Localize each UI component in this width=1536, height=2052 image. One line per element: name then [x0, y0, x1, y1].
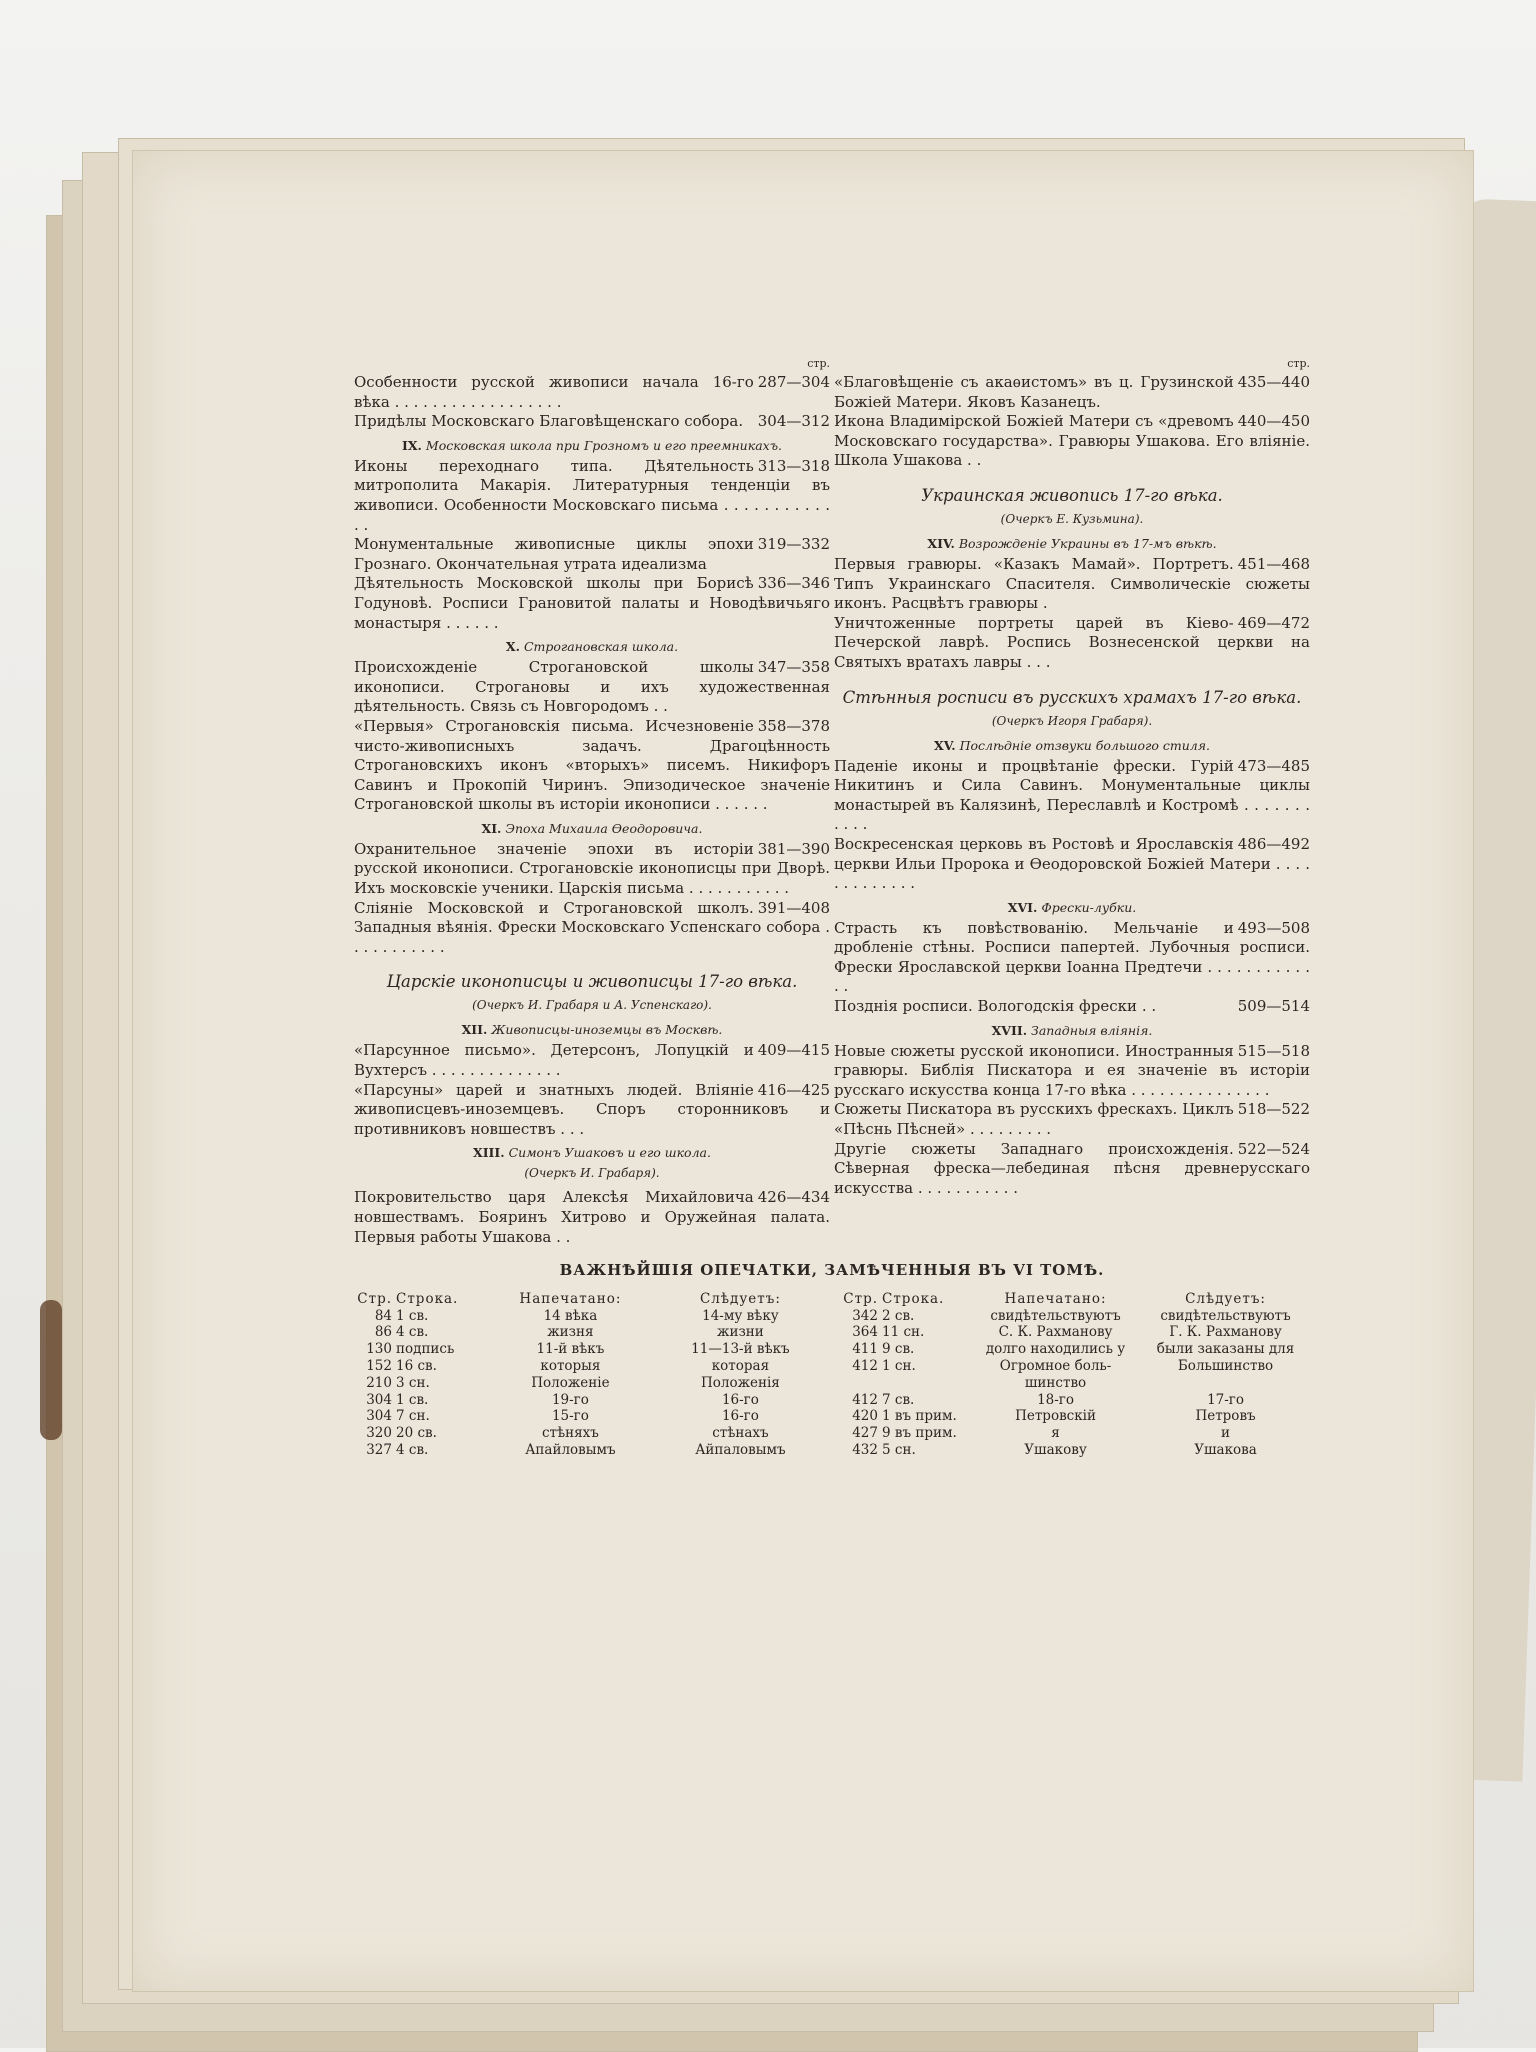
- errata-page: 152: [366, 1357, 392, 1374]
- errata-line: 2 св.: [882, 1307, 915, 1324]
- errata-correct: Ушакова: [1194, 1441, 1257, 1458]
- toc-left-column: [354, 357, 830, 1247]
- errata-printed: 14 вѣка: [543, 1307, 598, 1324]
- page-range: 473—485: [1237, 756, 1310, 775]
- errata-row: [840, 1375, 1310, 1392]
- errata-line: 1 въ прим.: [882, 1408, 957, 1425]
- section-heading: Стѣнныя росписи въ русскихъ храмахъ 17-го вѣка.: [842, 687, 1302, 707]
- page-range: 391—408: [757, 898, 830, 917]
- entry-text: Дѣятельность Московской школы при Борисѣ Годуновѣ. Росписи Грановитой палаты и Новодѣвичьяго монастыря . . . . . .: [354, 574, 830, 632]
- toc-entry: [834, 614, 1310, 673]
- errata-tables: [354, 1291, 1310, 1459]
- errata-line: 4 св.: [396, 1441, 429, 1458]
- errata-printed: 15-го: [551, 1408, 589, 1425]
- entry-text: Покровительство царя Алексѣя Михайловича новшествамъ. Бояринъ Хитрово и Оружейная палата. Первыя работы Ушакова . .: [354, 1188, 830, 1246]
- chapter-heading: [354, 1020, 830, 1039]
- chapter-number: X.: [505, 639, 520, 655]
- page-range: 416—425: [757, 1080, 830, 1099]
- errata-line: 9 св.: [882, 1341, 915, 1358]
- errata-line: 4 св.: [396, 1324, 429, 1341]
- chapter-title: Строгановская школа.: [523, 639, 679, 655]
- left-entries: [354, 373, 830, 1247]
- errata-printed: 11-й вѣкъ: [536, 1341, 605, 1358]
- errata-printed: Петровскій: [1015, 1408, 1096, 1425]
- entry-text: Особенности русской живописи начала 16-го вѣка . . . . . . . . . . . . . . . . . .: [354, 373, 754, 411]
- section-heading: Царскіе иконописцы и живописцы 17-го вѣка.: [386, 972, 798, 992]
- errata-page: 84: [374, 1307, 392, 1324]
- errata-header-page: Стр.: [843, 1290, 878, 1307]
- errata-line: 5 сн.: [882, 1441, 916, 1458]
- errata-correct: Петровъ: [1195, 1408, 1256, 1425]
- page-column-label: стр.: [1287, 357, 1310, 370]
- errata-page: 420: [852, 1408, 878, 1425]
- errata-table-left: [354, 1291, 824, 1459]
- entry-text: «Парсуны» царей и знатныхъ людей. Вліяніе живописцевъ-иноземцевъ. Споръ сторонниковъ и противниковъ новшествъ . . .: [354, 1080, 830, 1138]
- toc-entry: [834, 919, 1310, 997]
- chapter-heading: [354, 819, 830, 838]
- page-range: 451—468: [1237, 554, 1310, 573]
- entry-text: Придѣлы Московскаго Благовѣщенскаго собора.: [354, 412, 744, 431]
- chapter-title: Послѣдніе отзвуки большого стиля.: [959, 737, 1210, 753]
- entry-text: Иконы переходнаго типа. Дѣятельность митрополита Макарія. Литературныя тенденціи въ живописи. Особенности Московскаго письма . . . . . . . . . . . . .: [354, 456, 830, 534]
- entry-text: Новые сюжеты русской иконописи. Иностранныя гравюры. Библія Пискатора и ея значеніе въ исторіи русскаго искусства конца 17-го вѣка . . . . . . . . . . . . . . .: [834, 1041, 1310, 1099]
- errata-title: ВАЖНѢЙШІЯ ОПЕЧАТКИ, ЗАМѢЧЕННЫЯ ВЪ VI ТОМѢ.: [559, 1261, 1105, 1280]
- errata-row: [840, 1442, 1310, 1459]
- toc-entry: [834, 1042, 1310, 1101]
- entry-text: Первыя гравюры. «Казакъ Мамай». Портретъ. Типъ Украинскаго Спасителя. Символическіе сюжеты иконъ. Расцвѣтъ гравюры .: [834, 554, 1310, 613]
- entry-text: Паденіе иконы и процвѣтаніе фрески. Гурій Никитинъ и Сила Савинъ. Монументальные циклы монастырей въ Калязинѣ, Переславлѣ и Костромѣ . . . . . . . . . . .: [834, 756, 1310, 834]
- entry-text: «Первыя» Строгановскія письма. Исчезновеніе чисто-живописныхъ задачъ. Драгоцѣнность Строгановскихъ иконъ «вторыхъ» писемъ. Никифоръ Савинъ и Прокопій Чиринъ. Эпизодическое значеніе Строгановской школы въ исторіи иконописи . . . . . .: [354, 716, 830, 814]
- errata-printed: Ушакову: [1024, 1441, 1087, 1458]
- errata-printed: долго находились у: [985, 1341, 1126, 1358]
- errata-line: 7 сн.: [396, 1408, 430, 1425]
- toc-entry: [834, 997, 1310, 1017]
- page-range: 440—450: [1237, 412, 1310, 431]
- errata-row: [840, 1425, 1310, 1442]
- errata-printed: жизня: [547, 1324, 594, 1341]
- toc-entry: [834, 1100, 1310, 1139]
- errata-page: 412: [852, 1391, 878, 1408]
- entry-text: «Парсунное письмо». Детерсонъ, Лопуцкій и Вухтерсъ . . . . . . . . . . . . . .: [354, 1041, 754, 1080]
- errata-line: 11 сн.: [882, 1324, 925, 1341]
- page-range: 426—434: [757, 1188, 830, 1207]
- toc-entry: [834, 555, 1310, 614]
- errata-correct: 16-го: [721, 1391, 759, 1408]
- chapter-title: Московская школа при Грозномъ и его преемникахъ.: [425, 437, 782, 453]
- errata-row: [354, 1324, 824, 1341]
- errata-line: 9 въ прим.: [882, 1425, 957, 1442]
- page-range: 409—415: [757, 1041, 830, 1060]
- errata-printed: которыя: [540, 1357, 601, 1374]
- entry-text: Страсть къ повѣствованію. Мельчаніе и дробленіе стѣны. Росписи папертей. Лубочныя росписи. Фрески Ярославской церкви Іоанна Предтечи . . . . . . . . . . . . .: [834, 918, 1310, 996]
- errata-header-printed: Напечатано:: [519, 1290, 622, 1307]
- errata-line: [880, 1375, 970, 1392]
- errata-printed: С. К. Рахманову: [998, 1324, 1113, 1341]
- errata-row: [840, 1341, 1310, 1358]
- chapter-heading: [354, 637, 830, 656]
- chapter-heading: [834, 898, 1310, 917]
- page-range: 358—378: [757, 716, 830, 735]
- errata-printed: Положеніе: [531, 1374, 610, 1391]
- chapter-heading: [354, 1143, 830, 1162]
- errata-printed: я: [1051, 1425, 1060, 1442]
- errata-page: 86: [374, 1324, 392, 1341]
- errata-row: [354, 1308, 824, 1325]
- table-of-contents: [354, 357, 1310, 1459]
- errata-row: [354, 1408, 824, 1425]
- page-range: 287—304: [757, 373, 830, 391]
- errata-header-page: Стр.: [357, 1290, 392, 1307]
- errata-correct: Г. К. Рахманову: [1169, 1324, 1282, 1341]
- essay-author: (Очеркъ Игоря Грабаря).: [991, 713, 1153, 728]
- chapter-number: XIV.: [927, 535, 955, 551]
- toc-entry: [354, 412, 830, 432]
- errata-line: 20 св.: [396, 1425, 437, 1442]
- errata-page: 411: [852, 1341, 878, 1358]
- essay-author: (Очеркъ И. Грабаря и А. Успенскаго).: [472, 998, 712, 1013]
- errata-printed: Апайловымъ: [525, 1441, 616, 1458]
- errata-correct: Айпаловымъ: [695, 1441, 786, 1458]
- toc-entry: [354, 899, 830, 958]
- errata-correct: Большинство: [1177, 1357, 1274, 1374]
- chapter-heading: [834, 736, 1310, 755]
- toc-entry: [354, 373, 830, 412]
- toc-entry: [354, 574, 830, 633]
- entry-text: Сліяніе Московской и Строгановской школъ. Западныя вѣянія. Фрески Московскаго Успенскаго собора . . . . . . . . . . .: [354, 898, 830, 956]
- toc-entry: [354, 717, 830, 815]
- chapter-number: XI.: [481, 820, 502, 836]
- entry-text: Уничтоженные портреты царей въ Кіево-Печерской лаврѣ. Роспись Вознесенской церкви на Святыхъ вратахъ лавры . . .: [834, 613, 1310, 671]
- entry-text: Другіе сюжеты Западнаго происхожденія. Сѣверная фреска—лебединая пѣсня древнерусскаго искусства . . . . . . . . . . .: [834, 1139, 1310, 1197]
- page-range: 469—472: [1237, 613, 1310, 632]
- errata-page: 210: [366, 1374, 392, 1391]
- chapter-heading: [834, 534, 1310, 553]
- page-range: 518—522: [1237, 1100, 1310, 1119]
- chapter-number: XV.: [934, 737, 956, 753]
- toc-entry: [354, 457, 830, 535]
- page-column-label: стр.: [807, 357, 830, 370]
- errata-line: 7 св.: [882, 1391, 915, 1408]
- errata-row: [354, 1392, 824, 1409]
- errata-row: [354, 1358, 824, 1375]
- page-range: 347—358: [757, 658, 830, 677]
- errata-correct: 14-му вѣку: [702, 1307, 779, 1324]
- toc-entry: [354, 535, 830, 574]
- errata-page: 342: [852, 1307, 878, 1324]
- errata-header-correct: Слѣдуетъ:: [699, 1290, 781, 1307]
- errata-correct: свидѣтельствуютъ: [1160, 1307, 1291, 1324]
- chapter-number: XII.: [461, 1022, 488, 1038]
- errata-row: [354, 1442, 824, 1459]
- toc-right-column: [834, 357, 1310, 1247]
- toc-entry: [354, 658, 830, 717]
- essay-author: (Очеркъ Е. Кузьмина).: [1000, 511, 1144, 526]
- chapter-title: Западныя вліянія.: [1031, 1022, 1153, 1038]
- section-heading: Украинская живопись 17-го вѣка.: [921, 485, 1223, 505]
- errata-printed: 18-го: [1037, 1391, 1075, 1408]
- page-range: 486—492: [1237, 834, 1310, 853]
- toc-entry: [354, 1081, 830, 1140]
- errata-table-right: [840, 1291, 1310, 1459]
- page-range: 522—524: [1237, 1139, 1310, 1158]
- chapter-title: Возрожденіе Украины въ 17-мъ вѣкѣ.: [958, 535, 1217, 551]
- errata-page: 427: [852, 1425, 878, 1442]
- errata-header-line: Строка.: [882, 1290, 945, 1307]
- errata-row: [840, 1308, 1310, 1325]
- stain-mark: [40, 1300, 62, 1440]
- page-range: 509—514: [1237, 997, 1310, 1016]
- page-range: 313—318: [757, 456, 830, 475]
- errata-line: 16 св.: [396, 1357, 437, 1374]
- page-range: 304—312: [757, 412, 830, 431]
- chapter-heading: [834, 1021, 1310, 1040]
- entry-text: Охранительное значеніе эпохи въ исторіи русской иконописи. Строгановскіе иконописцы при Дворѣ. Ихъ московскіе ученики. Царскія письма . . . . . . . . . . .: [354, 839, 830, 898]
- errata-correct: стѣнахъ: [712, 1425, 769, 1442]
- page-range: 515—518: [1237, 1041, 1310, 1060]
- errata-header-printed: Напечатано:: [1004, 1290, 1107, 1307]
- chapter-number: IX.: [402, 437, 422, 453]
- errata-line: подпись: [396, 1341, 455, 1358]
- errata-correct: жизни: [717, 1324, 764, 1341]
- errata-printed: шинство: [1024, 1374, 1087, 1391]
- errata-page: 364: [852, 1324, 878, 1341]
- page-range: 381—390: [757, 839, 830, 858]
- chapter-title: Эпоха Михаила Ѳеодоровича.: [505, 820, 703, 836]
- errata-header-correct: Слѣдуетъ:: [1185, 1290, 1266, 1307]
- errata-correct: 17-го: [1207, 1391, 1245, 1408]
- errata-page: 320: [366, 1425, 392, 1442]
- chapter-number: XIII.: [473, 1145, 505, 1161]
- errata-row: [354, 1425, 824, 1442]
- errata-correct: и: [1221, 1425, 1231, 1442]
- errata-line: 1 св.: [396, 1391, 429, 1408]
- page-range: 336—346: [757, 574, 830, 593]
- toc-entry: [354, 1188, 830, 1247]
- entry-text: Сюжеты Пискатора въ русскихъ фрескахъ. Циклъ «Пѣснь Пѣсней» . . . . . . . . .: [834, 1100, 1234, 1139]
- errata-line: 3 сн.: [396, 1374, 430, 1391]
- chapter-title: Фрески-лубки.: [1041, 899, 1137, 915]
- essay-author: (Очеркъ И. Грабаря).: [524, 1166, 660, 1181]
- toc-entry: [834, 412, 1310, 471]
- toc-entry: [834, 1140, 1310, 1199]
- entry-text: Воскресенская церковь въ Ростовѣ и Ярославскія церкви Ильи Пророка и Ѳеодоровской Божіей Матери . . . . . . . . . . . . .: [834, 834, 1310, 893]
- toc-entry: [354, 1041, 830, 1080]
- chapter-heading: [354, 436, 830, 455]
- entry-text: Происхожденіе Строгановской школы иконописи. Строгановы и ихъ художественная дѣятельность. Связь съ Новгородомъ . .: [354, 658, 830, 716]
- errata-page: 304: [366, 1408, 392, 1425]
- errata-row: [840, 1358, 1310, 1375]
- errata-correct: были заказаны для: [1156, 1341, 1295, 1358]
- errata-line: 1 св.: [396, 1307, 429, 1324]
- right-entries: [834, 373, 1310, 1198]
- toc-entry: [834, 757, 1310, 835]
- errata-printed: 19-го: [551, 1391, 589, 1408]
- entry-text: «Благовѣщеніе съ акаѳистомъ» въ ц. Грузинской Божіей Матери. Яковъ Казанецъ.: [834, 373, 1234, 411]
- errata-row: [840, 1408, 1310, 1425]
- errata-printed: стѣняхъ: [541, 1425, 599, 1442]
- toc-entry: [834, 373, 1310, 412]
- toc-entry: [354, 840, 830, 899]
- toc-entry: [834, 835, 1310, 894]
- errata-printed: Огромное боль-: [999, 1357, 1112, 1374]
- errata-row: [840, 1324, 1310, 1341]
- errata-row: [840, 1392, 1310, 1409]
- page-range: 493—508: [1237, 918, 1310, 937]
- entry-text: Монументальные живописные циклы эпохи Грознаго. Окончательная утрата идеализма: [354, 535, 754, 573]
- errata-header-line: Строка.: [396, 1290, 459, 1307]
- errata-correct: [1141, 1375, 1310, 1392]
- page-range: 319—332: [757, 535, 830, 554]
- errata-page: 130: [366, 1341, 392, 1358]
- errata-page: 432: [852, 1441, 878, 1458]
- chapter-title: Живописцы-иноземцы въ Москвѣ.: [491, 1022, 723, 1038]
- errata-page: 327: [366, 1441, 392, 1458]
- errata-correct: 11—13-й вѣкъ: [691, 1341, 790, 1358]
- errata-row: [354, 1341, 824, 1358]
- errata-row: [354, 1375, 824, 1392]
- errata-correct: 16-го: [721, 1408, 759, 1425]
- errata-page: 304: [366, 1391, 392, 1408]
- errata-printed: свидѣтельствуютъ: [990, 1307, 1121, 1324]
- errata-page: [840, 1375, 880, 1392]
- errata-line: 1 сн.: [882, 1357, 916, 1374]
- errata-correct: Положенія: [700, 1374, 780, 1391]
- entry-text: Икона Владимірской Божіей Матери съ «древомъ Московскаго государства». Гравюры Ушакова. Его вліяніе. Школа Ушакова . .: [834, 412, 1310, 470]
- errata-page: 412: [852, 1357, 878, 1374]
- entry-text: Позднія росписи. Вологодскія фрески . .: [834, 997, 1157, 1016]
- chapter-number: XVI.: [1007, 899, 1038, 915]
- errata-correct: которая: [711, 1357, 770, 1374]
- chapter-title: Симонъ Ушаковъ и его школа.: [508, 1145, 711, 1161]
- page-range: 435—440: [1237, 373, 1310, 391]
- chapter-number: XVII.: [991, 1022, 1028, 1038]
